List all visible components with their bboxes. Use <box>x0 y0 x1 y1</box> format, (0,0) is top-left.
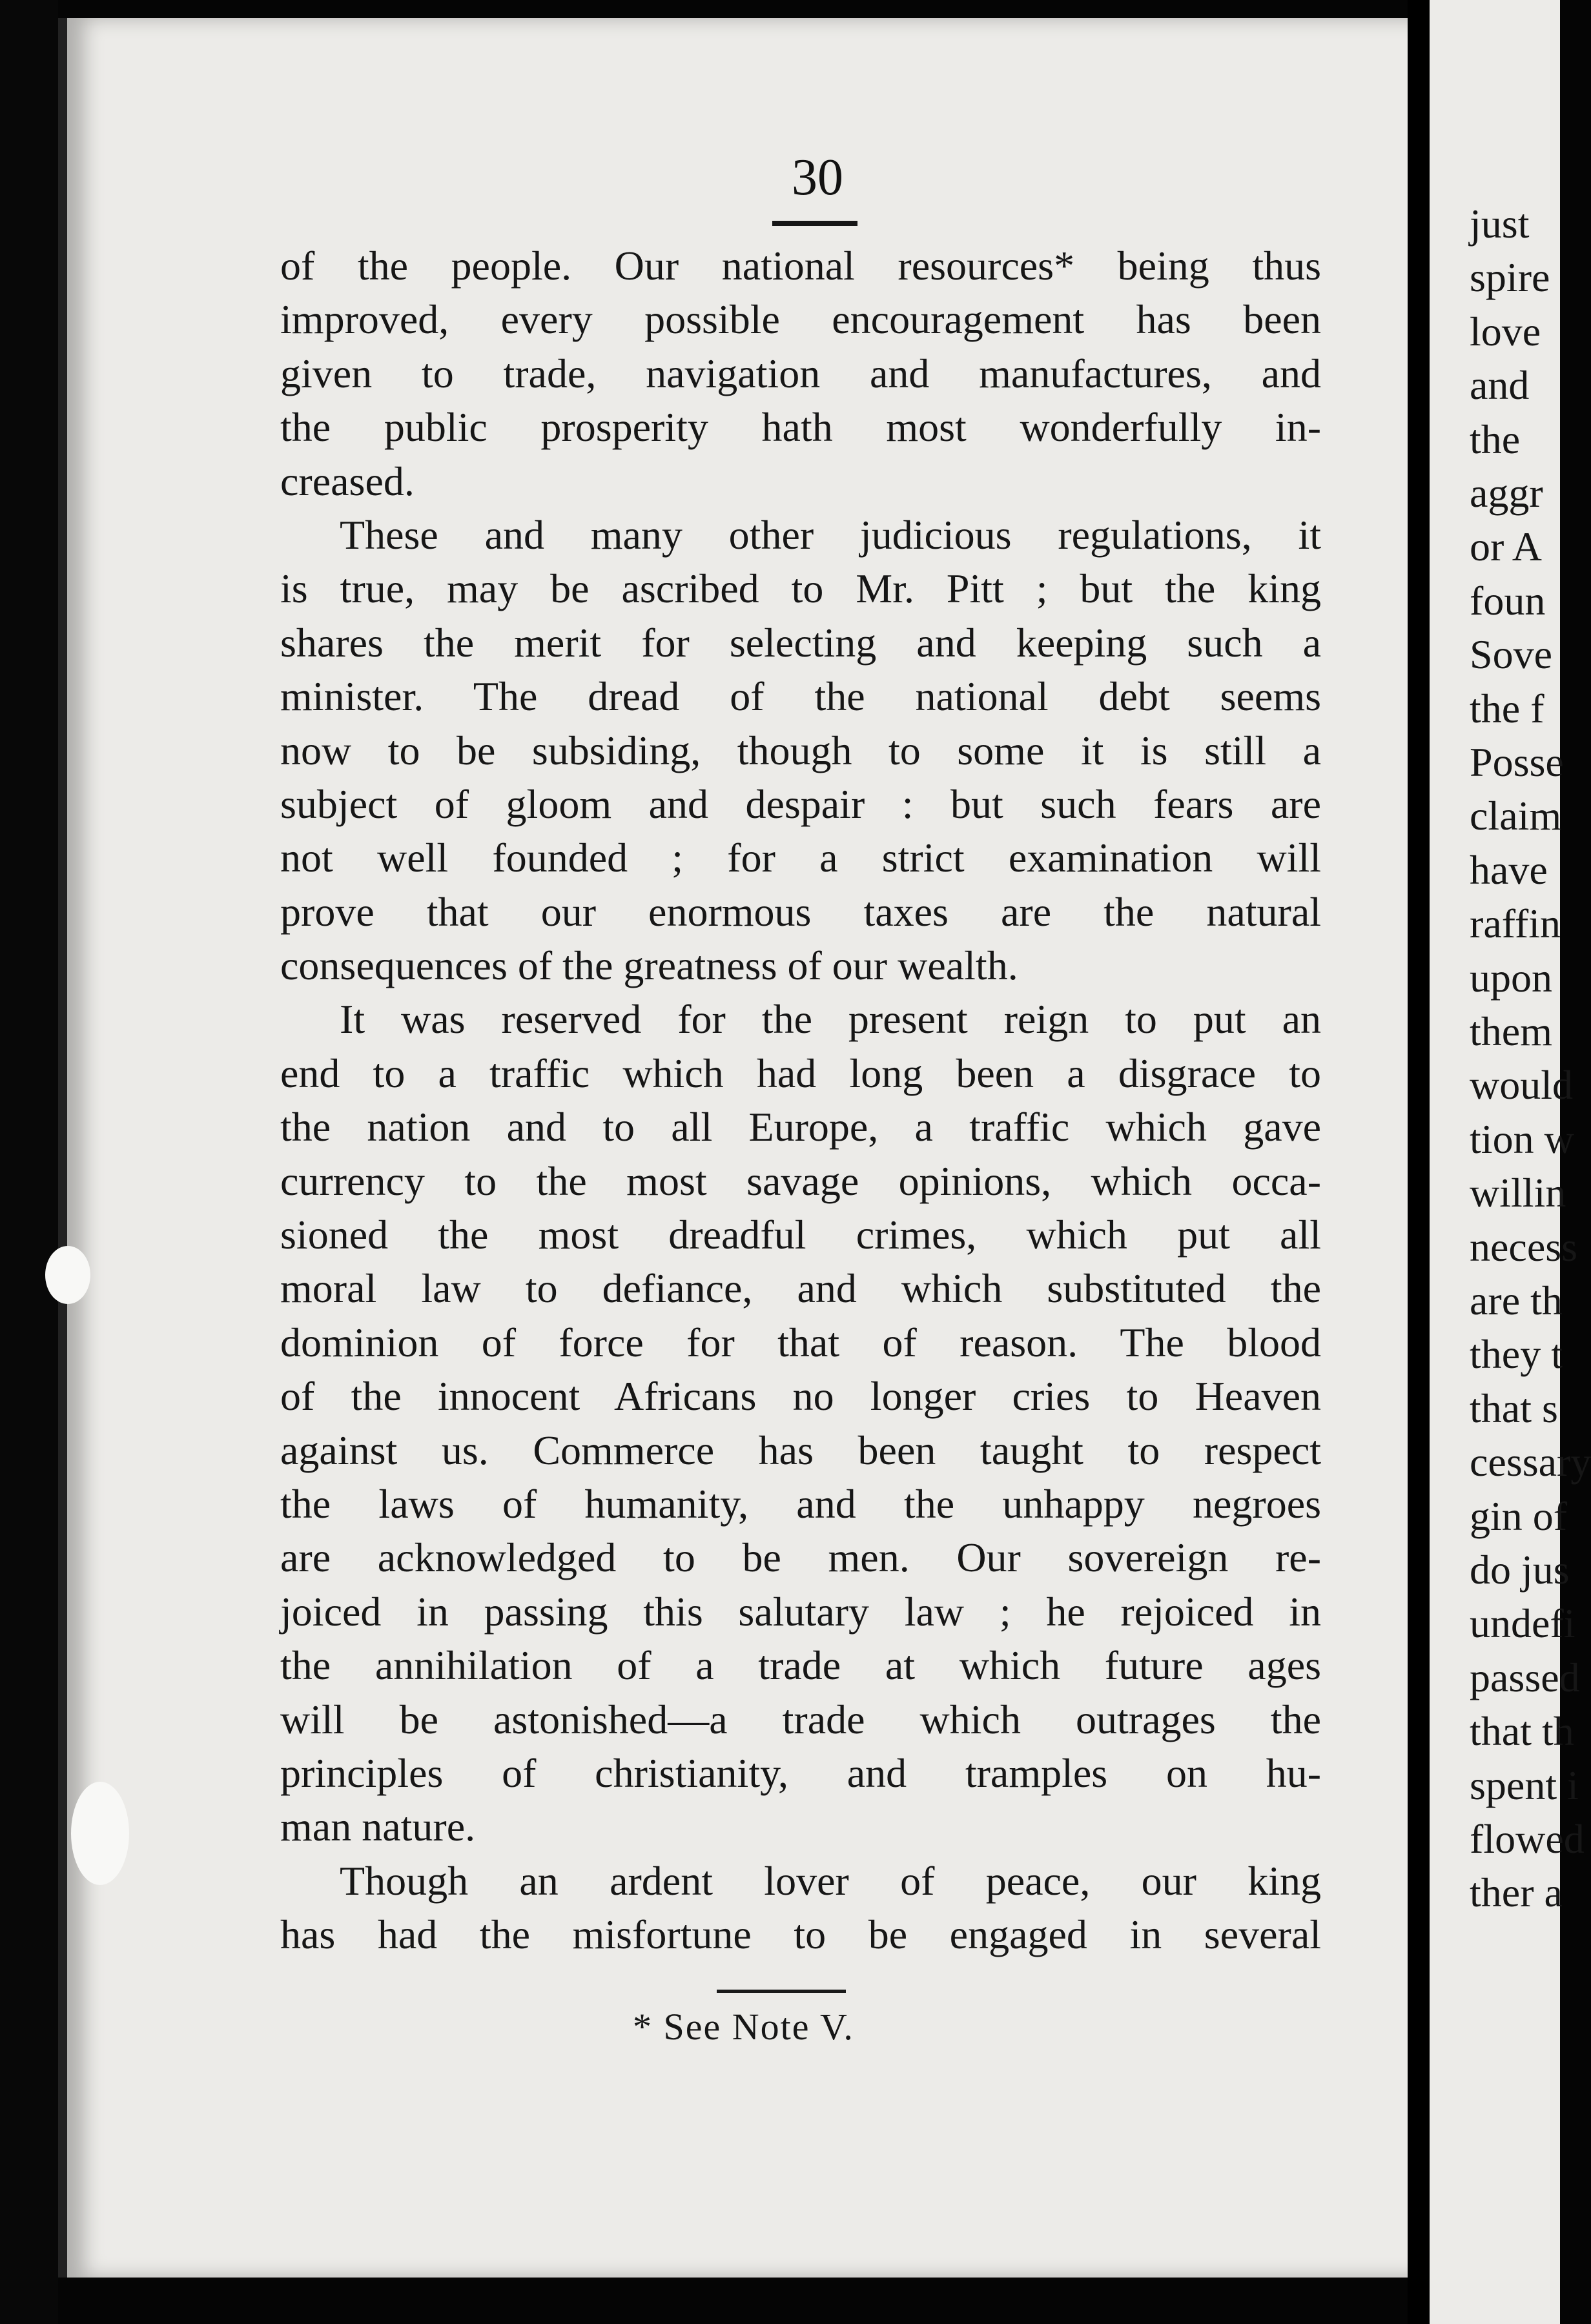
facing-page-line: are th <box>1470 1278 1563 1323</box>
text-line: These and many other judicious regulations, it <box>340 511 1321 558</box>
facing-page-line: raffin <box>1470 901 1561 947</box>
facing-page-line: ther a <box>1470 1870 1563 1916</box>
facing-page-line: the f <box>1470 685 1545 731</box>
text-line: dominion of force for that of reason. The blood <box>280 1319 1321 1365</box>
facing-page-line: upon <box>1470 954 1552 1001</box>
text-line: of the innocent Africans no longer cries to Heaven <box>280 1373 1321 1420</box>
text-line: shares the merit for selecting and keeping such a <box>280 619 1321 666</box>
text-line: end to a traffic which had long been a disgrace to <box>280 1050 1321 1096</box>
facing-page-line: foun <box>1470 577 1546 624</box>
text-line: currency to the most savage opinions, which occa- <box>280 1157 1321 1204</box>
text-line: now to be subsiding, though to some it is still a <box>280 727 1321 773</box>
facing-page-line: and <box>1470 362 1530 409</box>
facing-page-line: claim <box>1470 793 1562 839</box>
text-line: has had the misfortune to be engaged in several <box>280 1911 1321 1958</box>
facing-page-line: that th <box>1470 1708 1574 1755</box>
text-line: given to trade, navigation and manufactures, and <box>280 350 1321 396</box>
paper-smudge <box>45 1246 90 1304</box>
text-line: against us. Commerce has been taught to respect <box>280 1427 1321 1473</box>
text-line: prove that our enormous taxes are the natural <box>280 888 1321 935</box>
page-gutter <box>1408 0 1430 2324</box>
text-line: minister. The dread of the national debt seems <box>280 673 1321 720</box>
text-line: will be astonished—a trade which outrages the <box>280 1696 1321 1742</box>
text-line: moral law to defiance, and which substituted the <box>280 1265 1321 1312</box>
text-line: It was reserved for the present reign to put an <box>340 996 1321 1043</box>
footnote: * See Note V. <box>633 2006 854 2048</box>
facing-page-line: the <box>1470 416 1521 462</box>
text-line: not well founded ; for a strict examination will <box>280 835 1321 881</box>
facing-page-line: do jus <box>1470 1547 1570 1593</box>
body-text <box>280 239 1321 1962</box>
text-line: the public prosperity hath most wonderfully in- <box>280 404 1321 451</box>
facing-page-line: willin <box>1470 1170 1566 1216</box>
text-line: principles of christianity, and tramples on hu- <box>280 1749 1321 1796</box>
facing-page-line: them <box>1470 1008 1552 1054</box>
text-line: is true, may be ascribed to Mr. Pitt ; but the king <box>280 566 1321 612</box>
facing-page-line: undefi <box>1470 1600 1576 1647</box>
facing-page-line: would <box>1470 1062 1573 1108</box>
text-line: man nature. <box>280 1804 476 1850</box>
facing-page-line: spire <box>1470 254 1550 301</box>
facing-page-line: gin of <box>1470 1493 1568 1539</box>
text-line: are acknowledged to be men. Our sovereign re- <box>280 1534 1321 1581</box>
facing-page-line: flowed <box>1470 1816 1585 1862</box>
facing-page <box>1430 0 1591 2324</box>
text-line: the nation and to all Europe, a traffic which gave <box>280 1104 1321 1150</box>
page-number: 30 <box>792 149 843 206</box>
text-line: sioned the most dreadful crimes, which put all <box>280 1212 1321 1258</box>
facing-page-line: necess <box>1470 1223 1578 1270</box>
text-line: of the people. Our national resources* being thus <box>280 243 1321 289</box>
text-line: subject of gloom and despair : but such fears are <box>280 780 1321 827</box>
text-line: the annihilation of a trade at which future ages <box>280 1642 1321 1689</box>
facing-page-line: passed <box>1470 1654 1580 1700</box>
facing-page-line: that s <box>1470 1385 1558 1431</box>
paper-smudge <box>71 1782 129 1885</box>
text-line: consequences of the greatness of our wealth. <box>280 943 1018 989</box>
text-line: improved, every possible encouragement has been <box>280 296 1321 343</box>
footnote-rule <box>717 1990 846 1993</box>
facing-page-line: aggr <box>1470 470 1543 516</box>
facing-page-line: just <box>1470 201 1530 247</box>
page-number-rule <box>772 221 857 226</box>
facing-page-line: tion w <box>1470 1116 1574 1162</box>
facing-page-line: cessary <box>1470 1439 1591 1485</box>
facing-page-line: Sove <box>1470 631 1552 678</box>
facing-page-line: love <box>1470 308 1541 354</box>
text-line: the laws of humanity, and the unhappy negroes <box>280 1480 1321 1527</box>
text-line: creased. <box>280 458 415 504</box>
text-line: Though an ardent lover of peace, our king <box>340 1857 1321 1904</box>
facing-page-line: have <box>1470 846 1548 893</box>
left-binding-edge <box>0 0 58 2324</box>
facing-page-line: spent i <box>1470 1762 1579 1808</box>
facing-page-line: Posse <box>1470 739 1564 785</box>
text-line: joiced in passing this salutary law ; he rejoiced in <box>280 1588 1321 1635</box>
facing-page-line: or A <box>1470 524 1542 570</box>
facing-page-line: they t <box>1470 1331 1563 1378</box>
